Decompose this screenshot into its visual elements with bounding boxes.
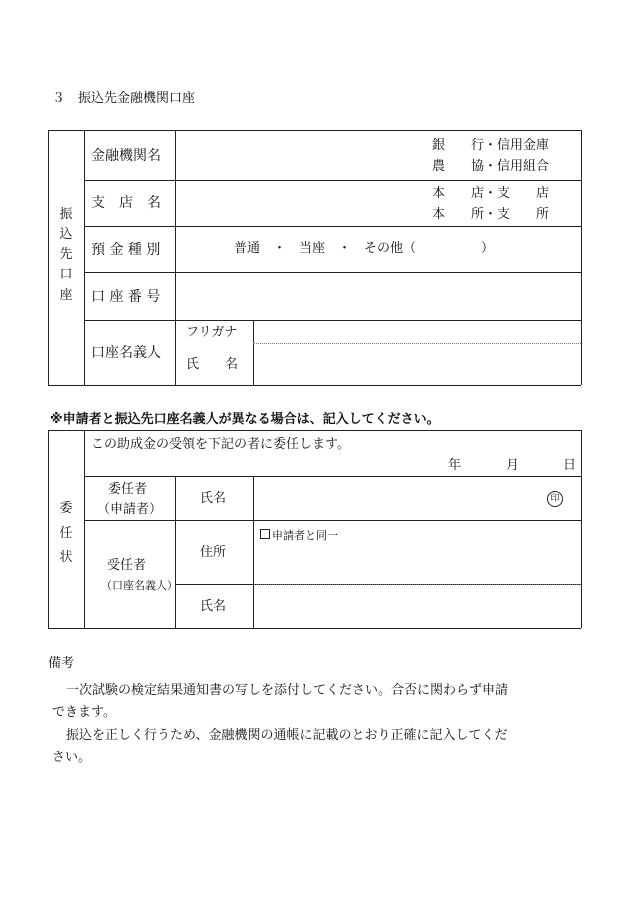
- remarks-line-1: 一次試験の検定結果通知書の写しを添付してください。合否に関わらず申請: [66, 683, 509, 698]
- account-side-label: 振 込 先 口 座: [59, 207, 73, 303]
- delegatee-label: 受任者: [107, 558, 147, 573]
- notice-text: ※申請者と振込先口座名義人が異なる場合は、記入してください。: [50, 412, 440, 427]
- date-day-label: 日: [563, 458, 577, 473]
- delegator-label: 委任者: [108, 482, 148, 497]
- bank-type-options-1[interactable]: 銀 行・信用金庫: [432, 138, 550, 153]
- delegatee-sublabel: （口座名義人）: [101, 579, 178, 592]
- account-number-field[interactable]: [176, 273, 580, 319]
- deposit-type-options[interactable]: 普通 ・ 当座 ・ その他（ ）: [234, 241, 495, 256]
- date-field[interactable]: [380, 455, 575, 473]
- bank-name-label: 金融機関名: [91, 148, 161, 164]
- branch-type-options-2[interactable]: 本 所・支 所: [432, 207, 550, 222]
- remarks-line-3: 振込を正しく行うため、金融機関の通帳に記載のとおり正確に記入してくだ: [66, 728, 508, 743]
- holder-name-label: 氏 名: [186, 357, 239, 372]
- remarks-line-2: できます。: [52, 705, 116, 720]
- remarks-heading: 備考: [48, 656, 75, 671]
- furigana-field[interactable]: [254, 321, 580, 342]
- delegatee-name-field[interactable]: [254, 585, 580, 627]
- furigana-label: フリガナ: [186, 325, 238, 340]
- delegatee-name-label: 氏名: [200, 599, 227, 614]
- same-as-applicant-option[interactable]: [260, 529, 338, 541]
- delegator-name-field[interactable]: [254, 477, 539, 519]
- branch-label: 支 店 名: [91, 195, 161, 211]
- address-label: 住所: [200, 545, 227, 560]
- delegator-sublabel: （申請者）: [97, 502, 163, 517]
- holder-name-field[interactable]: [254, 344, 580, 384]
- deposit-type-label: 預 金 種 別: [91, 242, 161, 258]
- bank-type-options-2[interactable]: 農 協・信用組合: [432, 159, 550, 174]
- remarks-line-4: さい。: [52, 750, 92, 765]
- account-number-label: 口 座 番 号: [91, 289, 161, 305]
- account-holder-label: 口座名義人: [91, 345, 161, 361]
- branch-type-options-1[interactable]: 本 店・支 店: [432, 186, 550, 201]
- same-as-applicant-text: 申請者と同一: [272, 529, 338, 542]
- branch-name-field[interactable]: [175, 180, 425, 226]
- section-title: ３ 振込先金融機関口座: [52, 91, 196, 106]
- bank-name-field[interactable]: [175, 130, 425, 180]
- delegator-name-label: 氏名: [200, 491, 227, 506]
- delegation-side-label: 委 任 状: [59, 501, 73, 566]
- date-month-label: 月: [506, 458, 520, 473]
- delegation-statement: この助成金の受領を下記の者に委任します。: [91, 437, 350, 452]
- same-as-applicant-checkbox[interactable]: [260, 529, 270, 539]
- date-year-label: 年: [448, 458, 462, 473]
- seal-mark: 印: [547, 491, 563, 507]
- address-field[interactable]: [254, 545, 580, 583]
